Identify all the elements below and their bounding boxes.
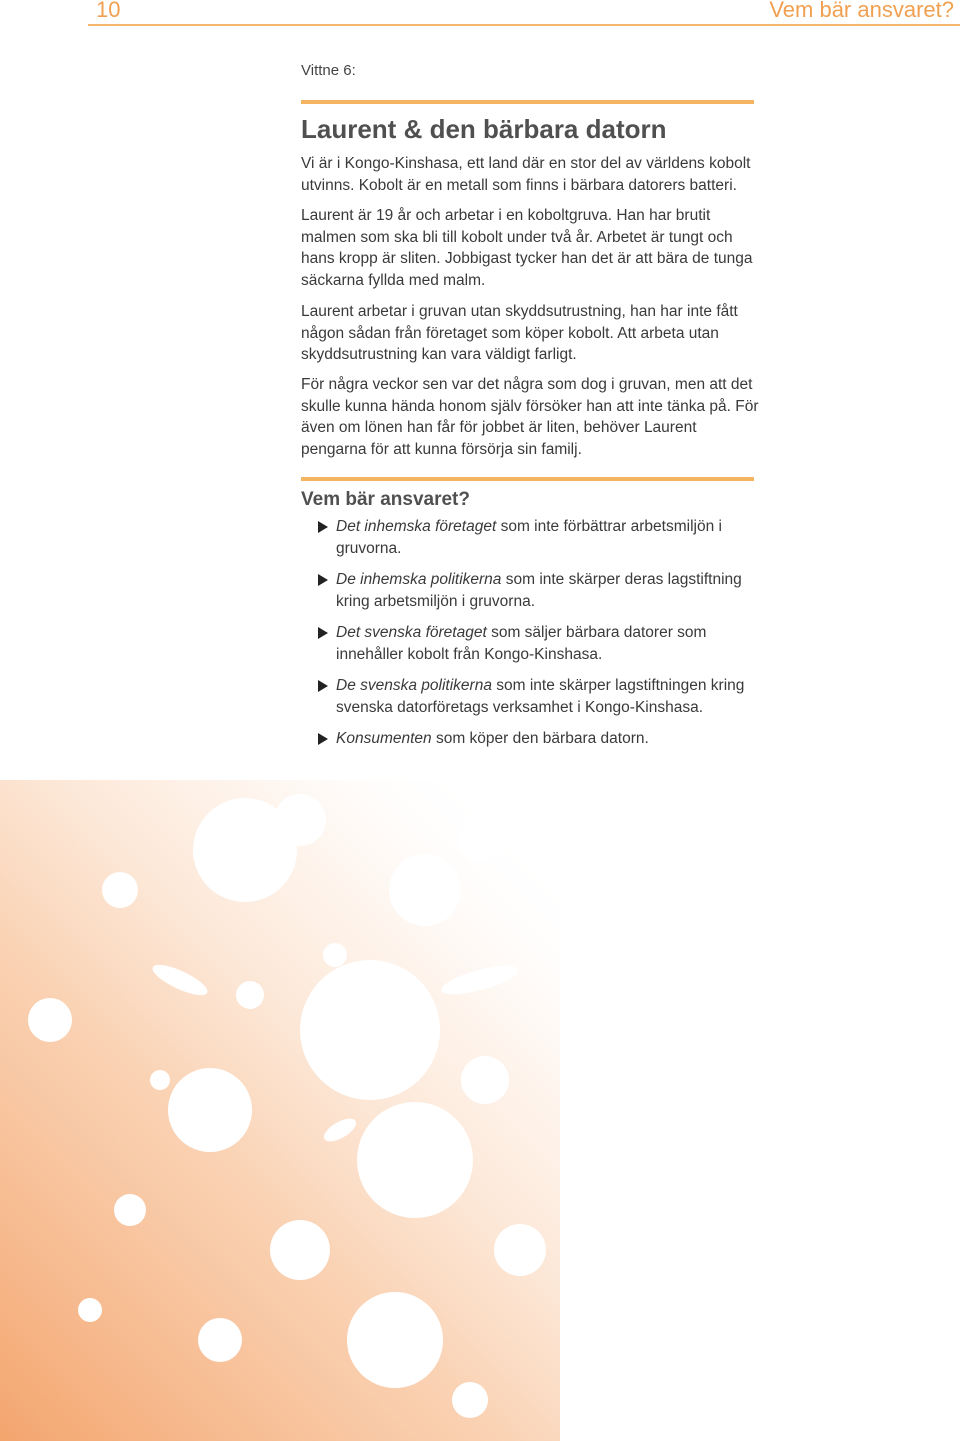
page-title: Laurent & den bärbara datorn [301,114,667,144]
responsibility-list [318,516,758,760]
running-title: Vem bär ansvaret? [769,0,954,22]
title-rule [301,100,754,104]
paragraph-safety: Laurent arbetar i gruvan utan skyddsutrustning, han har inte fått någon sådan från företaget som köper kobolt. Att arbeta utan skyddsutrustning kan vara väldigt farligt. [301,303,738,363]
actor-description: som köper den bärbara datorn. [431,730,649,747]
list-item [318,569,758,612]
triangle-bullet-icon [318,574,328,586]
actor-label: De inhemska politikerna [336,571,502,588]
list-item [318,622,758,665]
paragraph-deaths: För några veckor sen var det några som dog i gruvan, men att det skulle kunna hända honom själv försöker han att inte tänka på. För även om lönen han får för jobbet är liten, behöver Laurent pengarna för att kunna försörja sin familj. [301,376,759,458]
list-item [318,728,758,750]
triangle-bullet-icon [318,627,328,639]
actor-description: som inte skärper deras lagstiftning kring arbetsmiljön i gruvorna. [336,571,742,610]
actor-description: som inte skärper lagstiftningen kring svenska datorföretags verksamhet i Kongo-Kinshasa. [336,677,745,716]
triangle-bullet-icon [318,733,328,745]
responsibility-heading: Vem bär ansvaret? [301,489,470,510]
page-number: 10 [96,0,121,22]
actor-label: Det svenska företaget [336,624,487,641]
paragraph-intro: Vi är i Kongo-Kinshasa, ett land där en stor del av världens kobolt utvinns. Kobolt är en metall som finns i bärbara datorers batteri. [301,155,751,194]
witness-label: Vittne 6: [301,62,356,79]
section-rule [301,477,754,481]
paint-splash-decoration [0,780,560,1441]
actor-label: Det inhemska företaget [336,518,497,535]
actor-label: De svenska politikerna [336,677,492,694]
list-item [318,516,758,559]
actor-description: som säljer bärbara datorer som innehåller kobolt från Kongo-Kinshasa. [336,624,707,663]
actor-label: Konsumenten [336,730,432,747]
actor-description: som inte förbättrar arbetsmiljön i gruvorna. [336,518,722,557]
list-item [318,675,758,718]
triangle-bullet-icon [318,521,328,533]
triangle-bullet-icon [318,680,328,692]
paragraph-laurent: Laurent är 19 år och arbetar i en koboltgruva. Han har brutit malmen som ska bli till kobolt under två år. Arbetet är tungt och hans kropp är sliten. Jobbigast tycker han det är att bära de tunga säckarna fyllda med malm. [301,207,753,289]
